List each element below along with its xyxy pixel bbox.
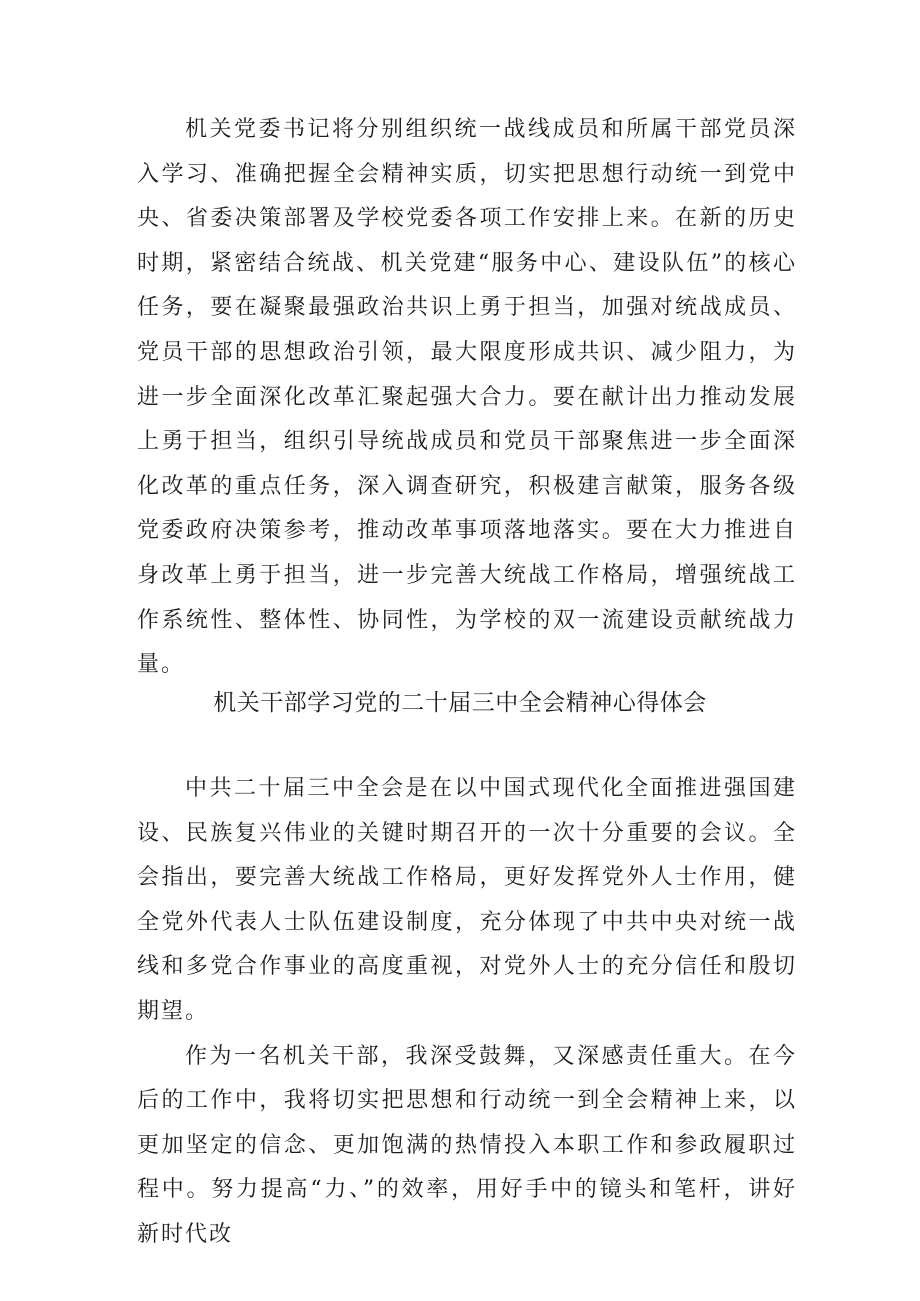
body-section-top: [137, 108, 797, 688]
section-title: 机关干部学习党的二十届三中全会精神心得体会: [213, 690, 707, 716]
paragraph: 机关党委书记将分别组织统一战线成员和所属干部党员深入学习、准确把握全会精神实质，切实把思想行动统一到党中央、省委决策部署及学校党委各项工作安排上来。在新的历史时期，紧密结合统战、机关党建“服务中心、建设队伍”的核心任务，要在凝聚最强政治共识上勇于担当，加强对统战成员、党员干部的思想政治引领，最大限度形成共识、减少阻力，为进一步全面深化改革汇聚起强大合力。要在献计出力推动发展上勇于担当，组织引导统战成员和党员干部聚焦进一步全面深化改革的重点任务，深入调查研究，积极建言献策，服务各级党委政府决策参考，推动改革事项落地落实。要在大力推进自身改革上勇于担当，进一步完善大统战工作格局，增强统战工作系统性、整体性、协同性，为学校的双一流建设贡献统战力量。: [137, 117, 797, 678]
paragraph: 作为一名机关干部，我深受鼓舞，又深感责任重大。在今后的工作中，我将切实把思想和行动统一到全会精神上来，以更加坚定的信念、更加饱满的热情投入本职工作和参政履职过程中。努力提高“力、”的效率，用好手中的镜头和笔杆，讲好新时代改: [137, 1043, 797, 1247]
paragraph: 中共二十届三中全会是在以中国式现代化全面推进强国建设、民族复兴伟业的关键时期召开的一次十分重要的会议。全会指出，要完善大统战工作格局，更好发挥党外人士作用，健全党外代表人士队伍建设制度，充分体现了中共中央对统一战线和多党合作事业的高度重视，对党外人士的充分信任和殷切期望。: [137, 776, 797, 1024]
body-section-bottom: [137, 767, 797, 1258]
